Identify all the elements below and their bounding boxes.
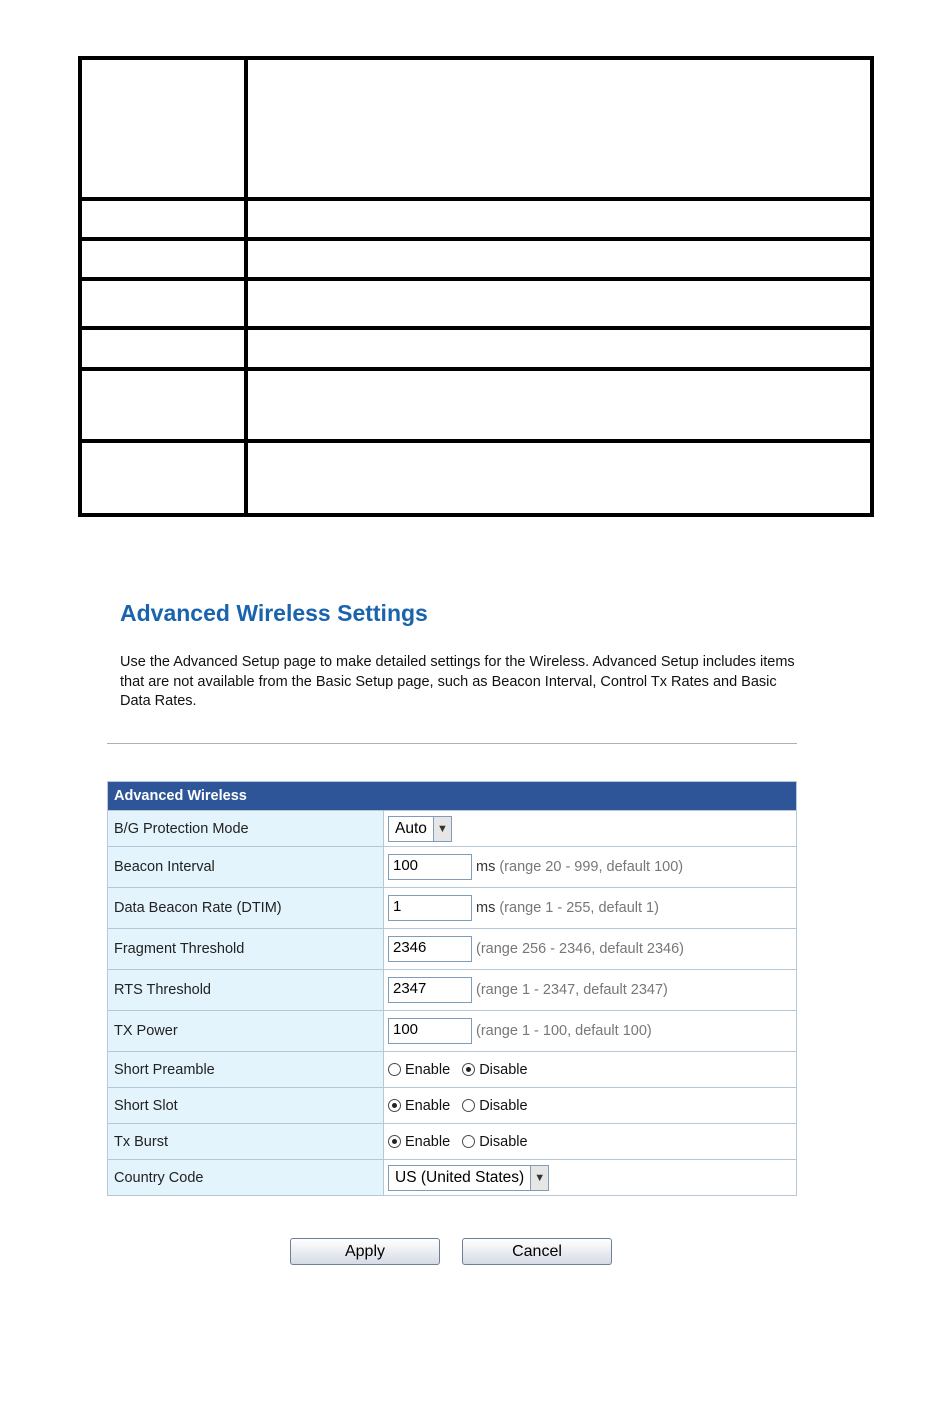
row-tx-burst — [108, 1124, 796, 1159]
table-cell — [80, 199, 246, 239]
cancel-button[interactable]: Cancel — [462, 1238, 612, 1265]
divider — [107, 743, 797, 744]
page-title: Advanced Wireless Settings — [120, 600, 428, 626]
table-cell — [246, 279, 872, 328]
chevron-down-icon[interactable]: ▼ — [433, 817, 451, 841]
table-cell — [80, 441, 246, 515]
row-short-slot — [108, 1088, 796, 1123]
tx-burst-disable-radio[interactable] — [462, 1134, 527, 1150]
row-label: B/G Protection Mode — [108, 811, 383, 846]
radio-circle-icon[interactable] — [462, 1099, 475, 1112]
row-label: Beacon Interval — [108, 847, 383, 887]
radio-checked-icon[interactable] — [388, 1099, 401, 1112]
table-cell — [246, 328, 872, 369]
radio-label: Enable — [405, 1133, 451, 1150]
table-header: Advanced Wireless — [108, 782, 796, 810]
row-fragment-threshold — [108, 929, 796, 969]
row-label: Country Code — [108, 1160, 383, 1195]
radio-label: Disable — [479, 1097, 528, 1114]
row-tx-power — [108, 1011, 796, 1051]
document-table — [78, 56, 874, 517]
row-country-code — [108, 1160, 796, 1195]
intro-text: Use the Advanced Setup page to make detailed settings for the Wireless. Advanced Setup includes items that are not available from the Basic Setup page, such as Beacon Interval, Control Tx Rates and Basic Data Rates. — [120, 654, 795, 709]
radio-label: Enable — [405, 1061, 451, 1078]
select-value: US (United States) — [395, 1168, 525, 1186]
apply-button[interactable]: Apply — [290, 1238, 440, 1265]
table-cell — [246, 58, 872, 199]
advanced-wireless-table — [107, 781, 797, 1196]
row-label: RTS Threshold — [108, 970, 383, 1010]
short-preamble-enable-radio[interactable] — [388, 1062, 450, 1078]
range-hint: (range 20 - 999, default 100) — [499, 859, 684, 875]
short-slot-enable-radio[interactable] — [388, 1098, 450, 1114]
table-cell — [246, 239, 872, 279]
unit-label: ms — [476, 900, 496, 916]
row-label: Short Preamble — [108, 1052, 383, 1087]
radio-circle-icon[interactable] — [388, 1063, 401, 1076]
row-label: TX Power — [108, 1011, 383, 1051]
radio-circle-icon[interactable] — [462, 1135, 475, 1148]
tx-burst-enable-radio[interactable] — [388, 1134, 450, 1150]
table-cell — [80, 58, 246, 199]
row-label: Data Beacon Rate (DTIM) — [108, 888, 383, 928]
row-label: Short Slot — [108, 1088, 383, 1123]
short-preamble-disable-radio[interactable] — [462, 1062, 527, 1078]
radio-checked-icon[interactable] — [462, 1063, 475, 1076]
beacon-interval-input[interactable]: 100 — [388, 854, 472, 880]
rts-threshold-input[interactable]: 2347 — [388, 977, 472, 1003]
table-cell — [80, 239, 246, 279]
row-label: Tx Burst — [108, 1124, 383, 1159]
range-hint: (range 1 - 2347, default 2347) — [476, 982, 668, 998]
range-hint: (range 256 - 2346, default 2346) — [476, 941, 684, 957]
table-cell — [80, 279, 246, 328]
row-dtim — [108, 888, 796, 928]
row-short-preamble — [108, 1052, 796, 1087]
radio-label: Disable — [479, 1061, 528, 1078]
country-code-select[interactable] — [388, 1165, 549, 1191]
short-slot-disable-radio[interactable] — [462, 1098, 527, 1114]
range-hint: (range 1 - 255, default 1) — [499, 900, 659, 916]
radio-checked-icon[interactable] — [388, 1135, 401, 1148]
fragment-threshold-input[interactable]: 2346 — [388, 936, 472, 962]
row-rts-threshold — [108, 970, 796, 1010]
range-hint: (range 1 - 100, default 100) — [476, 1023, 652, 1039]
unit-label: ms — [476, 859, 496, 875]
tx-power-input[interactable]: 100 — [388, 1018, 472, 1044]
select-value: Auto — [395, 819, 427, 837]
table-cell — [80, 328, 246, 369]
row-beacon-interval — [108, 847, 796, 887]
row-bg-protection — [108, 811, 796, 846]
radio-label: Disable — [479, 1133, 528, 1150]
table-cell — [80, 369, 246, 441]
bg-protection-select[interactable] — [388, 816, 452, 842]
row-label: Fragment Threshold — [108, 929, 383, 969]
table-cell — [246, 369, 872, 441]
table-cell — [246, 199, 872, 239]
table-cell — [246, 441, 872, 515]
dtim-input[interactable]: 1 — [388, 895, 472, 921]
radio-label: Enable — [405, 1097, 451, 1114]
chevron-down-icon[interactable]: ▼ — [530, 1166, 548, 1190]
